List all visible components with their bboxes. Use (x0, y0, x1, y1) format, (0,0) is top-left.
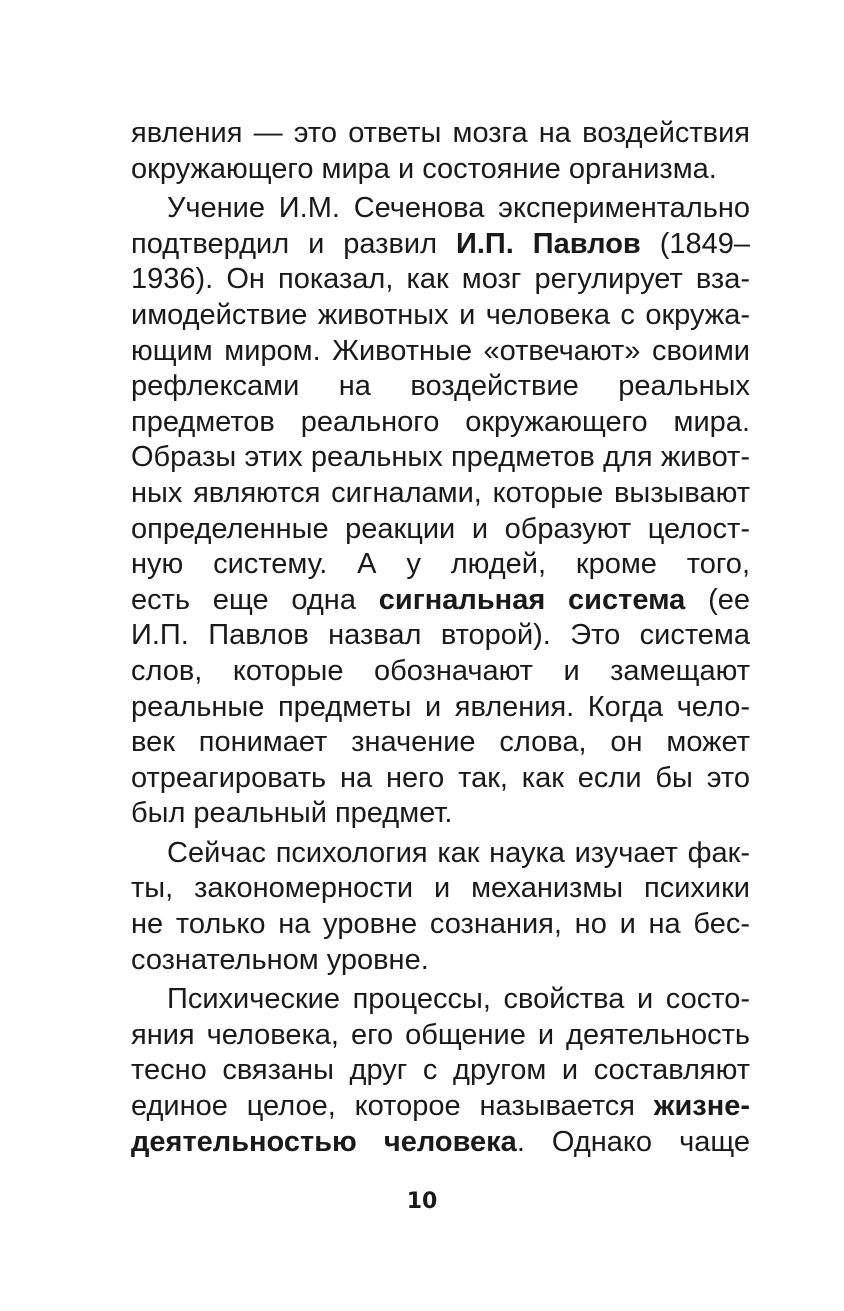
text-line (131, 1089, 750, 1125)
bold-term-life-activity: деятельностью человека (131, 1125, 517, 1158)
text-line: 1936). Он показал, как мозг регулирует вза- (131, 263, 750, 296)
bold-term-life-activity: жизне- (653, 1090, 750, 1123)
text-line: рефлексами на воздействие реальных (131, 370, 750, 403)
text-line (131, 583, 750, 619)
text-line: не только на уровне сознания, но и на бес- (131, 908, 750, 941)
text-line: ющим миром. Животные «отвечают» своими (131, 334, 750, 367)
bold-term-signal-system: сигнальная система (378, 583, 686, 616)
text-segment: подтвердил и развил (131, 227, 456, 260)
text-line: имодействие животных и человека с окружа- (131, 298, 750, 331)
text-line: Сейчас психология как наука изучает фак- (167, 836, 750, 869)
text-line (131, 1125, 750, 1161)
text-line: тесно связаны друг с другом и составляют (131, 1054, 750, 1087)
text-line: Психические процессы, свойства и состо- (167, 983, 750, 1016)
text-segment: . Однако чаще (516, 1125, 750, 1158)
text-line: окружающего мира и состояние организма. (131, 152, 717, 185)
text-segment: (ее (685, 583, 750, 616)
text-line: век понимает значение слова, он может (131, 726, 750, 759)
bold-term-pavlov: И.П. Павлов (455, 227, 641, 260)
text-line (131, 227, 750, 263)
body-text (131, 116, 750, 1160)
text-line: был реальный предмет. (131, 797, 453, 830)
text-line: сознательном уровне. (131, 943, 429, 976)
text-line: ную систему. А у людей, кроме того, (131, 548, 750, 581)
text-segment: единое целое, которое называется (131, 1090, 654, 1123)
text-line: яния человека, его общение и деятельность (131, 1018, 750, 1051)
text-segment: (1849– (640, 227, 750, 260)
text-line: Учение И.М. Сеченова экспериментально (167, 192, 750, 225)
text-line: Образы этих реальных предметов для живот- (131, 441, 750, 474)
text-line: реальные предметы и явления. Когда чело- (131, 690, 750, 723)
paragraph (131, 116, 750, 187)
paragraph (131, 836, 750, 978)
text-line: ты, закономерности и механизмы психики (131, 872, 750, 905)
text-line: ных являются сигналами, которые вызывают (131, 476, 750, 509)
paragraph (131, 982, 750, 1160)
text-line: определенные реакции и образуют целост- (131, 512, 750, 545)
text-line: слов, которые обозначают и замещают (131, 654, 750, 687)
text-line: И.П. Павлов назвал второй). Это система (131, 619, 750, 652)
text-line: явления — это ответы мозга на воздействия (131, 117, 750, 149)
text-line: отреагировать на него так, как если бы это (131, 761, 750, 794)
text-line: предметов реального окружающего мира. (131, 405, 750, 438)
text-segment: есть еще одна (131, 583, 379, 616)
paragraph (131, 191, 750, 832)
page-number: 10 (406, 1189, 438, 1214)
